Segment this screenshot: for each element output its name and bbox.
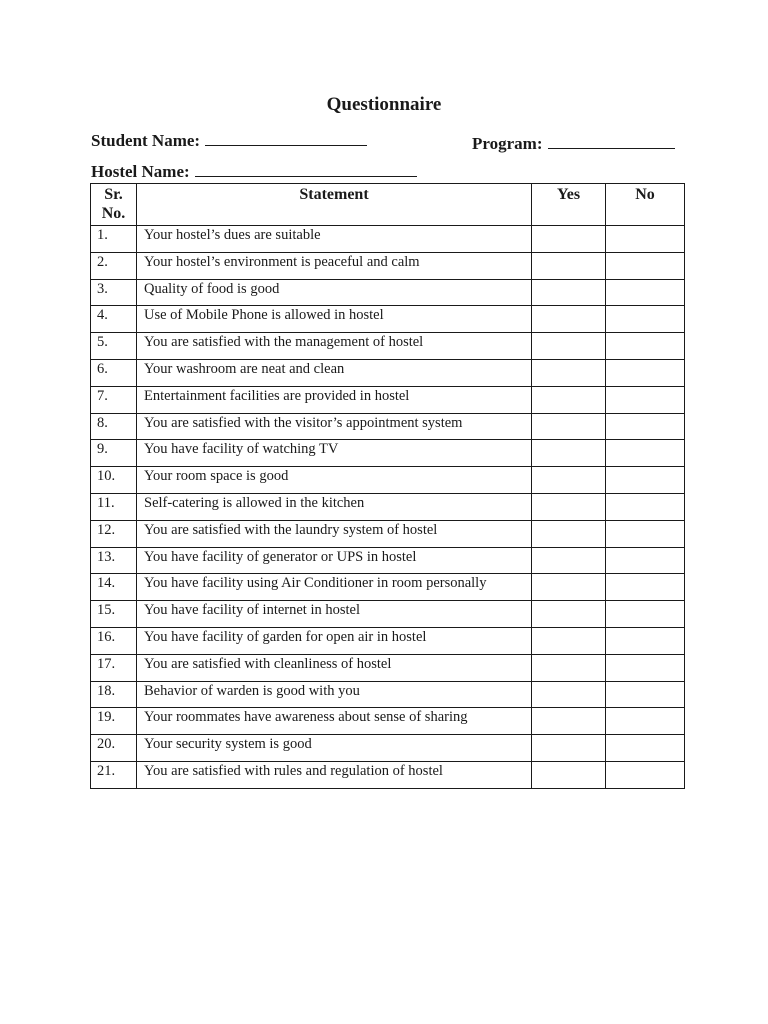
table-row: [91, 226, 685, 253]
yes-cell[interactable]: [532, 627, 606, 654]
row-number: 13.: [91, 547, 137, 574]
row-number: 8.: [91, 413, 137, 440]
no-cell[interactable]: [606, 359, 685, 386]
yes-cell[interactable]: [532, 386, 606, 413]
row-number: 15.: [91, 601, 137, 628]
row-number: 14.: [91, 574, 137, 601]
row-statement: Your room space is good: [137, 467, 532, 494]
row-number: 9.: [91, 440, 137, 467]
no-cell[interactable]: [606, 681, 685, 708]
row-statement: Your washroom are neat and clean: [137, 359, 532, 386]
table-header: [91, 184, 685, 226]
row-number: 19.: [91, 708, 137, 735]
table-row: [91, 654, 685, 681]
row-statement: You are satisfied with cleanliness of hostel: [137, 654, 532, 681]
table-row: [91, 520, 685, 547]
yes-cell[interactable]: [532, 306, 606, 333]
no-cell[interactable]: [606, 440, 685, 467]
program-blank: [548, 133, 675, 149]
row-statement: Your hostel’s dues are suitable: [137, 226, 532, 253]
hostel-name-blank: [195, 161, 417, 177]
program-field: [472, 133, 675, 154]
no-cell[interactable]: [606, 654, 685, 681]
no-cell[interactable]: [606, 413, 685, 440]
header-statement: Statement: [137, 184, 532, 226]
yes-cell[interactable]: [532, 493, 606, 520]
table-row: [91, 413, 685, 440]
questionnaire-table: [90, 183, 685, 789]
header-yes: Yes: [532, 184, 606, 226]
table-row: [91, 252, 685, 279]
no-cell[interactable]: [606, 735, 685, 762]
yes-cell[interactable]: [532, 359, 606, 386]
row-statement: You have facility of watching TV: [137, 440, 532, 467]
no-cell[interactable]: [606, 601, 685, 628]
yes-cell[interactable]: [532, 601, 606, 628]
row-statement: Quality of food is good: [137, 279, 532, 306]
table-row: [91, 333, 685, 360]
yes-cell[interactable]: [532, 547, 606, 574]
no-cell[interactable]: [606, 708, 685, 735]
no-cell[interactable]: [606, 627, 685, 654]
row-statement: Use of Mobile Phone is allowed in hostel: [137, 306, 532, 333]
no-cell[interactable]: [606, 306, 685, 333]
table-row: [91, 627, 685, 654]
no-cell[interactable]: [606, 520, 685, 547]
row-number: 2.: [91, 252, 137, 279]
table-row: [91, 279, 685, 306]
row-statement: Behavior of warden is good with you: [137, 681, 532, 708]
yes-cell[interactable]: [532, 467, 606, 494]
table-row: [91, 306, 685, 333]
no-cell[interactable]: [606, 493, 685, 520]
student-name-field: [91, 130, 367, 151]
row-statement: Your security system is good: [137, 735, 532, 762]
no-cell[interactable]: [606, 386, 685, 413]
row-number: 3.: [91, 279, 137, 306]
yes-cell[interactable]: [532, 226, 606, 253]
row-statement: You are satisfied with rules and regulation of hostel: [137, 761, 532, 788]
row-number: 7.: [91, 386, 137, 413]
document-title: Questionnaire: [326, 94, 442, 115]
row-number: 4.: [91, 306, 137, 333]
row-number: 5.: [91, 333, 137, 360]
no-cell[interactable]: [606, 226, 685, 253]
table-body: [91, 226, 685, 789]
table-row: [91, 547, 685, 574]
table-row: [91, 601, 685, 628]
row-statement: You are satisfied with the management of hostel: [137, 333, 532, 360]
row-number: 21.: [91, 761, 137, 788]
yes-cell[interactable]: [532, 413, 606, 440]
yes-cell[interactable]: [532, 761, 606, 788]
row-statement: You are satisfied with the visitor’s appointment system: [137, 413, 532, 440]
no-cell[interactable]: [606, 761, 685, 788]
yes-cell[interactable]: [532, 440, 606, 467]
header-sr-no: Sr. No.: [91, 184, 137, 226]
row-statement: Entertainment facilities are provided in hostel: [137, 386, 532, 413]
row-number: 16.: [91, 627, 137, 654]
table-row: [91, 359, 685, 386]
row-number: 1.: [91, 226, 137, 253]
row-statement: You have facility of garden for open air in hostel: [137, 627, 532, 654]
program-label: Program:: [472, 134, 543, 153]
row-number: 20.: [91, 735, 137, 762]
yes-cell[interactable]: [532, 252, 606, 279]
student-name-label: Student Name:: [91, 131, 201, 150]
row-number: 18.: [91, 681, 137, 708]
no-cell[interactable]: [606, 252, 685, 279]
no-cell[interactable]: [606, 574, 685, 601]
yes-cell[interactable]: [532, 279, 606, 306]
row-number: 17.: [91, 654, 137, 681]
table-row: [91, 708, 685, 735]
no-cell[interactable]: [606, 467, 685, 494]
yes-cell[interactable]: [532, 654, 606, 681]
hostel-name-field: [91, 161, 417, 182]
row-statement: You are satisfied with the laundry system of hostel: [137, 520, 532, 547]
row-statement: Your roommates have awareness about sense of sharing: [137, 708, 532, 735]
no-cell[interactable]: [606, 547, 685, 574]
row-number: 11.: [91, 493, 137, 520]
row-number: 6.: [91, 359, 137, 386]
row-statement: You have facility of internet in hostel: [137, 601, 532, 628]
row-statement: Self-catering is allowed in the kitchen: [137, 493, 532, 520]
yes-cell[interactable]: [532, 708, 606, 735]
row-statement: Your hostel’s environment is peaceful and calm: [137, 252, 532, 279]
row-statement: You have facility of generator or UPS in hostel: [137, 547, 532, 574]
table-row: [91, 440, 685, 467]
yes-cell[interactable]: [532, 574, 606, 601]
table-row: [91, 467, 685, 494]
yes-cell[interactable]: [532, 520, 606, 547]
yes-cell[interactable]: [532, 333, 606, 360]
header-no: No: [606, 184, 685, 226]
table-row: [91, 681, 685, 708]
yes-cell[interactable]: [532, 681, 606, 708]
table-row: [91, 761, 685, 788]
hostel-name-label: Hostel Name:: [91, 162, 190, 181]
no-cell[interactable]: [606, 279, 685, 306]
table-row: [91, 574, 685, 601]
table-row: [91, 386, 685, 413]
row-number: 10.: [91, 467, 137, 494]
no-cell[interactable]: [606, 333, 685, 360]
yes-cell[interactable]: [532, 735, 606, 762]
table-row: [91, 493, 685, 520]
table-row: [91, 735, 685, 762]
student-name-blank: [205, 130, 367, 146]
row-statement: You have facility using Air Conditioner in room personally: [137, 574, 532, 601]
row-number: 12.: [91, 520, 137, 547]
